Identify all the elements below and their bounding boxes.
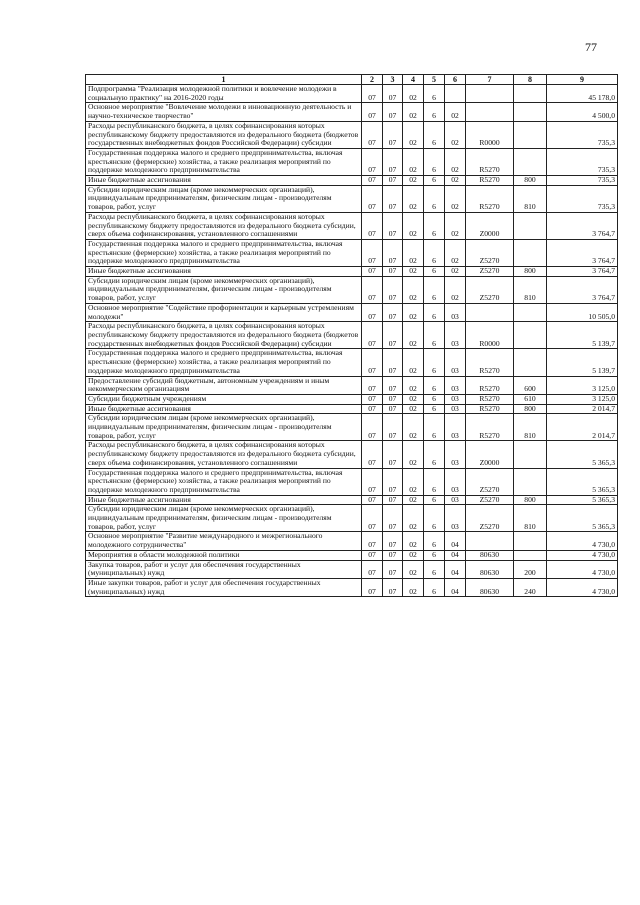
amount-cell: 3 125,0 [547,394,618,404]
table-row [86,85,618,103]
row-name-cell: Основное мероприятие "Содействие профориентации и карьерным устремлениям молодежи" [86,303,362,321]
table-row [86,303,618,321]
code-cell: 02 [403,212,424,239]
code-cell: 02 [445,148,466,175]
table-row [86,394,618,404]
header-cell: 8 [514,75,547,85]
code-cell: 07 [383,322,403,349]
code-cell: 03 [445,322,466,349]
code-cell: 07 [383,267,403,277]
row-name-cell: Государственная поддержка малого и среднего предпринимательства, включая крестьянские (фермерские) хозяйства, а также реализация мероприятий по поддержке молодежного предпринимательства [86,468,362,495]
code-cell: 07 [362,404,383,414]
code-cell: 6 [424,495,445,505]
code-cell: 02 [403,560,424,578]
code-cell: 03 [445,349,466,376]
code-cell: 02 [403,394,424,404]
code-cell: 07 [362,468,383,495]
code-cell: 6 [424,349,445,376]
table-row [86,532,618,550]
code-cell: 07 [383,276,403,303]
code-cell: 03 [445,441,466,468]
code-cell: 6 [424,276,445,303]
code-cell: 03 [445,394,466,404]
row-name-cell: Основное мероприятие "Вовлечение молодежи в инновационную деятельность и научно-техническое творчество" [86,103,362,121]
amount-cell: 3 764,7 [547,276,618,303]
code-cell: 02 [403,468,424,495]
table-row [86,560,618,578]
code-cell: 810 [514,185,547,212]
amount-cell: 735,3 [547,148,618,175]
amount-cell: 735,3 [547,176,618,186]
code-cell: 03 [445,468,466,495]
code-cell: 02 [403,148,424,175]
code-cell: 6 [424,404,445,414]
code-cell: 07 [383,212,403,239]
code-cell: 03 [445,303,466,321]
code-cell: 02 [403,239,424,266]
code-cell [514,212,547,239]
code-cell: 810 [514,276,547,303]
header-cell: 1 [86,75,362,85]
amount-cell: 5 365,3 [547,468,618,495]
row-name-cell: Государственная поддержка малого и среднего предпринимательства, включая крестьянские (фермерские) хозяйства, а также реализация мероприятий по поддержке молодежного предпринимательства [86,239,362,266]
code-cell: 07 [383,468,403,495]
code-cell: 200 [514,560,547,578]
code-cell: 07 [362,560,383,578]
code-cell: 07 [362,267,383,277]
code-cell: 04 [445,578,466,596]
code-cell: 610 [514,394,547,404]
code-cell: 810 [514,414,547,441]
row-name-cell: Субсидии юридическим лицам (кроме некоммерческих организаций), индивидуальным предпринимателям, физическим лицам - производителям товаров, работ, услуг [86,276,362,303]
code-cell: 6 [424,185,445,212]
code-cell: 03 [445,404,466,414]
amount-cell: 2 014,7 [547,414,618,441]
header-row [86,75,618,85]
code-cell: 02 [403,121,424,148]
code-cell: 07 [362,239,383,266]
table-row [86,505,618,532]
code-cell: 07 [362,495,383,505]
code-cell [514,85,547,103]
code-cell: 07 [362,103,383,121]
row-name-cell: Расходы республиканского бюджета, в целях софинансирования которых республиканскому бюджету предоставляются из федерального бюджета (бюджетов государственных внебюджетных фондов Российской Федерации) субсидии [86,121,362,148]
code-cell: R5270 [466,176,514,186]
code-cell: 07 [362,532,383,550]
code-cell: 600 [514,376,547,394]
code-cell: 03 [445,376,466,394]
table-row [86,267,618,277]
code-cell: 6 [424,148,445,175]
code-cell: 07 [383,121,403,148]
code-cell: 07 [362,148,383,175]
code-cell: 07 [383,303,403,321]
code-cell: 02 [403,376,424,394]
row-name-cell: Государственная поддержка малого и среднего предпринимательства, включая крестьянские (фермерские) хозяйства, а также реализация мероприятий по поддержке молодежного предпринимательства [86,148,362,175]
code-cell: Z0000 [466,441,514,468]
code-cell: Z5270 [466,505,514,532]
table-row [86,414,618,441]
code-cell: R0000 [466,322,514,349]
code-cell: 07 [383,103,403,121]
table-body [86,75,618,597]
page-number: 77 [585,40,597,54]
code-cell: 07 [383,550,403,560]
code-cell: 07 [383,441,403,468]
code-cell: 07 [362,303,383,321]
code-cell: R5270 [466,185,514,212]
amount-cell: 735,3 [547,121,618,148]
amount-cell: 4 730,0 [547,578,618,596]
code-cell [514,121,547,148]
code-cell: R0000 [466,121,514,148]
amount-cell: 5 365,3 [547,505,618,532]
code-cell: 6 [424,267,445,277]
row-name-cell: Расходы республиканского бюджета, в целях софинансирования которых республиканскому бюджету предоставляются из федерального бюджета (бюджетов государственных внебюджетных фондов Российской Федерации) субсидии [86,322,362,349]
code-cell: 6 [424,394,445,404]
code-cell [466,532,514,550]
code-cell: 02 [445,103,466,121]
code-cell: R5270 [466,414,514,441]
code-cell: 07 [362,349,383,376]
table-row [86,349,618,376]
code-cell: R5270 [466,148,514,175]
row-name-cell: Основное мероприятие "Развитие международного и межрегионального молодежного сотрудничества" [86,532,362,550]
row-name-cell: Субсидии юридическим лицам (кроме некоммерческих организаций), индивидуальным предпринимателям, физическим лицам - производителям товаров, работ, услуг [86,505,362,532]
code-cell: 02 [403,505,424,532]
code-cell: 240 [514,578,547,596]
table-row [86,103,618,121]
code-cell: 02 [445,185,466,212]
code-cell: 02 [403,404,424,414]
code-cell [466,303,514,321]
code-cell: 07 [362,212,383,239]
code-cell: 6 [424,303,445,321]
table-row [86,322,618,349]
code-cell: 02 [445,239,466,266]
amount-cell: 4 730,0 [547,560,618,578]
code-cell: 6 [424,121,445,148]
amount-cell: 5 365,3 [547,495,618,505]
code-cell: 02 [403,103,424,121]
code-cell: 04 [445,560,466,578]
code-cell: 6 [424,532,445,550]
code-cell: 07 [383,239,403,266]
amount-cell: 5 139,7 [547,322,618,349]
code-cell: 80630 [466,578,514,596]
row-name-cell: Субсидии юридическим лицам (кроме некоммерческих организаций), индивидуальным предпринимателям, физическим лицам - производителям товаров, работ, услуг [86,185,362,212]
table-row [86,176,618,186]
amount-cell: 735,3 [547,185,618,212]
header-cell: 5 [424,75,445,85]
code-cell: 07 [383,176,403,186]
code-cell: 03 [445,505,466,532]
table-row [86,276,618,303]
code-cell: 07 [383,414,403,441]
code-cell: 07 [362,578,383,596]
code-cell: 80630 [466,560,514,578]
table-row [86,441,618,468]
header-cell: 9 [547,75,618,85]
table-row [86,376,618,394]
code-cell: 07 [362,121,383,148]
code-cell: 02 [403,495,424,505]
code-cell: 800 [514,495,547,505]
row-name-cell: Мероприятия в области молодежной политики [86,550,362,560]
code-cell: 6 [424,468,445,495]
table-row [86,468,618,495]
table-row [86,185,618,212]
header-cell: 7 [466,75,514,85]
code-cell: 6 [424,441,445,468]
code-cell: 07 [362,376,383,394]
row-name-cell: Субсидии бюджетным учреждениям [86,394,362,404]
code-cell: 02 [403,578,424,596]
code-cell: 02 [445,212,466,239]
code-cell: Z5270 [466,276,514,303]
code-cell: Z0000 [466,212,514,239]
code-cell: 6 [424,414,445,441]
code-cell: 07 [362,85,383,103]
code-cell: 800 [514,404,547,414]
code-cell: 03 [445,495,466,505]
code-cell: 07 [362,505,383,532]
budget-table [85,74,618,597]
amount-cell: 3 125,0 [547,376,618,394]
table-row [86,495,618,505]
code-cell: 6 [424,239,445,266]
code-cell: 07 [383,495,403,505]
code-cell: Z5270 [466,468,514,495]
code-cell: 02 [403,303,424,321]
table-row [86,404,618,414]
code-cell [514,322,547,349]
amount-cell: 10 505,0 [547,303,618,321]
table-row [86,550,618,560]
code-cell: 800 [514,267,547,277]
code-cell [514,103,547,121]
code-cell: 07 [383,578,403,596]
code-cell: 02 [403,349,424,376]
code-cell: 02 [403,176,424,186]
code-cell: 6 [424,376,445,394]
code-cell: 02 [445,276,466,303]
code-cell: Z5270 [466,267,514,277]
code-cell: 800 [514,176,547,186]
code-cell: 02 [403,532,424,550]
code-cell: 03 [445,414,466,441]
code-cell: 02 [403,414,424,441]
code-cell: 07 [362,414,383,441]
row-name-cell: Государственная поддержка малого и среднего предпринимательства, включая крестьянские (фермерские) хозяйства, а также реализация мероприятий по поддержке молодежного предпринимательства [86,349,362,376]
amount-cell: 5 139,7 [547,349,618,376]
row-name-cell: Закупка товаров, работ и услуг для обеспечения государственных (муниципальных) нужд [86,560,362,578]
header-cell: 6 [445,75,466,85]
code-cell: 6 [424,85,445,103]
code-cell [514,550,547,560]
code-cell: 07 [383,404,403,414]
amount-cell: 5 365,3 [547,441,618,468]
code-cell [466,85,514,103]
row-name-cell: Иные закупки товаров, работ и услуг для обеспечения государственных (муниципальных) нужд [86,578,362,596]
code-cell: 02 [403,267,424,277]
code-cell: 02 [403,550,424,560]
code-cell: 07 [383,349,403,376]
code-cell: R5270 [466,349,514,376]
code-cell: 04 [445,550,466,560]
table-row [86,578,618,596]
amount-cell: 4 730,0 [547,550,618,560]
code-cell: 6 [424,505,445,532]
code-cell [514,303,547,321]
code-cell: 02 [445,176,466,186]
code-cell [445,85,466,103]
table-row [86,148,618,175]
code-cell: 6 [424,103,445,121]
code-cell [514,468,547,495]
code-cell: 07 [383,85,403,103]
code-cell: 6 [424,560,445,578]
row-name-cell: Иные бюджетные ассигнования [86,267,362,277]
code-cell: 07 [383,505,403,532]
code-cell [514,532,547,550]
code-cell: 07 [362,322,383,349]
row-name-cell: Иные бюджетные ассигнования [86,176,362,186]
code-cell: 6 [424,578,445,596]
code-cell: 07 [383,185,403,212]
code-cell: 810 [514,505,547,532]
code-cell [514,148,547,175]
table-row [86,239,618,266]
header-cell: 3 [383,75,403,85]
code-cell: 07 [362,550,383,560]
amount-cell: 4 730,0 [547,532,618,550]
table-row [86,212,618,239]
amount-cell: 45 178,0 [547,85,618,103]
row-name-cell: Иные бюджетные ассигнования [86,404,362,414]
code-cell: 07 [362,441,383,468]
amount-cell: 3 764,7 [547,267,618,277]
code-cell: 02 [403,85,424,103]
code-cell: 02 [445,267,466,277]
row-name-cell: Субсидии юридическим лицам (кроме некоммерческих организаций), индивидуальным предпринимателям, физическим лицам - производителям товаров, работ, услуг [86,414,362,441]
header-cell: 2 [362,75,383,85]
row-name-cell: Расходы республиканского бюджета, в целях софинансирования которых республиканскому бюджету предоставляются из федерального бюджета субсидии, сверх объема софинансирования, установленного соглашениями [86,441,362,468]
amount-cell: 3 764,7 [547,212,618,239]
amount-cell: 3 764,7 [547,239,618,266]
code-cell [514,441,547,468]
code-cell: 07 [383,560,403,578]
code-cell: 07 [362,185,383,212]
amount-cell: 4 500,0 [547,103,618,121]
code-cell: 6 [424,212,445,239]
table-row [86,121,618,148]
code-cell: 02 [445,121,466,148]
code-cell: Z5270 [466,239,514,266]
code-cell: 07 [383,148,403,175]
code-cell: 07 [362,394,383,404]
code-cell: 02 [403,322,424,349]
code-cell: 02 [403,185,424,212]
code-cell [514,239,547,266]
row-name-cell: Предоставление субсидий бюджетным, автономным учреждениям и иным некоммерческим организациям [86,376,362,394]
code-cell [514,349,547,376]
code-cell: 02 [403,276,424,303]
code-cell: 07 [362,176,383,186]
code-cell: 07 [383,394,403,404]
code-cell: 80630 [466,550,514,560]
amount-cell: 2 014,7 [547,404,618,414]
code-cell: 6 [424,176,445,186]
code-cell: Z5270 [466,495,514,505]
code-cell: R5270 [466,394,514,404]
code-cell [466,103,514,121]
code-cell: 07 [383,532,403,550]
code-cell: 6 [424,550,445,560]
code-cell: 07 [362,276,383,303]
row-name-cell: Иные бюджетные ассигнования [86,495,362,505]
code-cell: 04 [445,532,466,550]
row-name-cell: Подпрограмма "Реализация молодежной политики и вовлечение молодежи в социальную практику" на 2016-2020 годы [86,85,362,103]
code-cell: 02 [403,441,424,468]
header-cell: 4 [403,75,424,85]
code-cell: R5270 [466,404,514,414]
code-cell: R5270 [466,376,514,394]
code-cell: 6 [424,322,445,349]
row-name-cell: Расходы республиканского бюджета, в целях софинансирования которых республиканскому бюджету предоставляются из федерального бюджета субсидии, сверх объема софинансирования, установленного соглашениями [86,212,362,239]
code-cell: 07 [383,376,403,394]
